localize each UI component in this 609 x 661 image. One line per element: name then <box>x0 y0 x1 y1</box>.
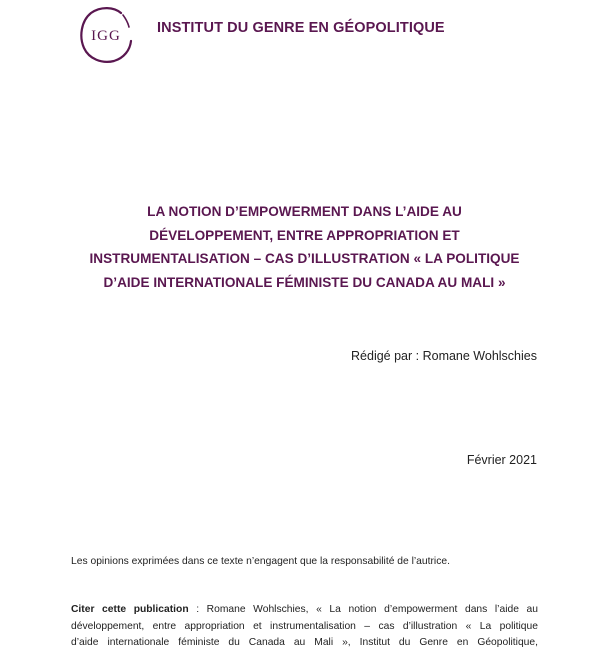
publication-date: Février 2021 <box>466 453 537 467</box>
disclaimer: Les opinions exprimées dans ce texte n’engagent que la responsabilité de l’autrice. <box>71 556 450 567</box>
document-title <box>60 200 549 294</box>
citation-line <box>71 602 538 619</box>
title-line: DÉVELOPPEMENT, ENTRE APPROPRIATION ET <box>149 227 460 243</box>
citation-block <box>71 602 538 652</box>
citation-line: développement, entre appropriation et instrumentalisation – cas d’illustration « La politique <box>71 620 538 632</box>
logo-text: IGG <box>91 28 121 44</box>
citation-text: : Romane Wohlschies, « La notion d’empowerment dans l’aide au <box>188 604 538 615</box>
citation-line: d’aide internationale féministe du Canada au Mali », Institut du Genre en Géopolitique, <box>71 637 538 648</box>
title-line: INSTRUMENTALISATION – CAS D’ILLUSTRATION « LA POLITIQUE <box>89 251 520 266</box>
igg-logo-icon <box>77 4 133 66</box>
title-line: D’AIDE INTERNATIONALE FÉMINISTE DU CANADA AU MALI » <box>103 274 506 290</box>
author-line: Rédigé par : Romane Wohlschies <box>351 349 537 363</box>
title-line: LA NOTION D’EMPOWERMENT DANS L’AIDE AU <box>147 204 462 219</box>
citation-label: Citer cette publication <box>71 604 189 615</box>
institute-name: INSTITUT DU GENRE EN GÉOPOLITIQUE <box>157 20 445 36</box>
igg-logo <box>77 4 133 66</box>
